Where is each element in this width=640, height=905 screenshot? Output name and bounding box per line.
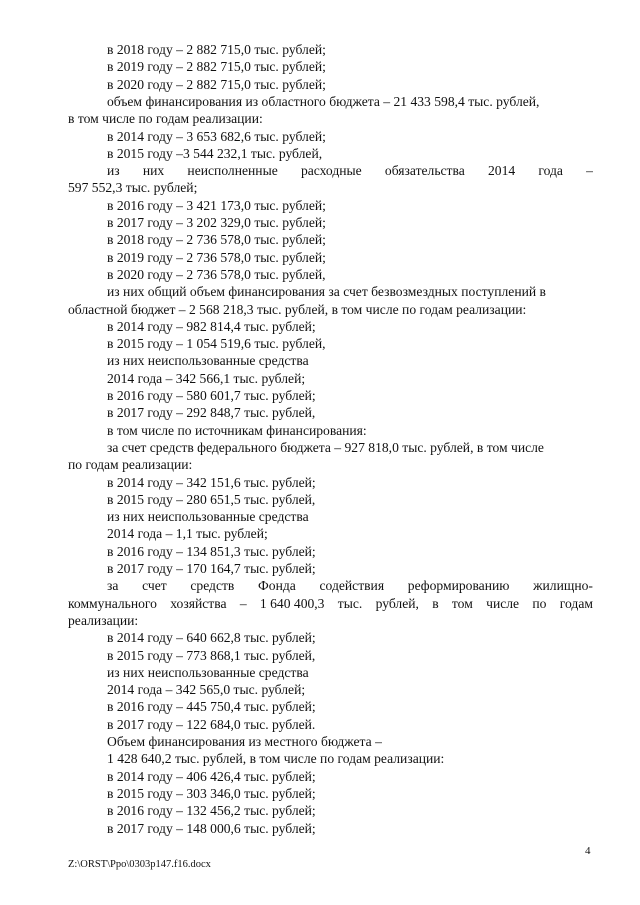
- text-word: по: [532, 595, 547, 611]
- text-word: в: [432, 595, 439, 611]
- text-word: тыс.: [337, 595, 363, 611]
- text-line: за счет средств федерального бюджета – 927 818,0 тыс. рублей, в том числе: [107, 439, 544, 455]
- text-line: из них неиспользованные средства: [107, 664, 309, 680]
- text-line: в 2015 году –3 544 232,1 тыс. рублей,: [107, 145, 323, 161]
- text-line: 597 552,3 тыс. рублей;: [68, 180, 198, 196]
- text-word: неисполненные: [187, 163, 278, 179]
- text-word: обязательства: [384, 163, 465, 179]
- text-word: жилищно-: [533, 578, 593, 594]
- text-word: рублей,: [375, 595, 419, 611]
- text-line: в 2014 году – 640 662,8 тыс. рублей;: [107, 630, 316, 646]
- text-word: них: [142, 163, 165, 179]
- text-line: в 2015 году – 773 868,1 тыс. рублей,: [107, 647, 316, 663]
- text-line: в 2014 году – 406 426,4 тыс. рублей;: [107, 768, 316, 784]
- text-line: областной бюджет – 2 568 218,3 тыс. рублей, в том числе по годам реализации:: [68, 301, 527, 317]
- text-line: в 2016 году – 445 750,4 тыс. рублей;: [107, 699, 316, 715]
- text-line: 2014 года – 342 566,1 тыс. рублей;: [107, 370, 306, 386]
- text-line: Объем финансирования из местного бюджета –: [107, 734, 382, 749]
- text-line: в 2016 году – 580 601,7 тыс. рублей;: [107, 388, 316, 403]
- text-line: из них неиспользованные средства: [107, 509, 309, 525]
- text-line: в 2017 году – 148 000,6 тыс. рублей;: [107, 820, 316, 836]
- text-line: [107, 163, 593, 179]
- text-line: в 2015 году – 1 054 519,6 тыс. рублей,: [107, 336, 326, 352]
- text-line: в 2014 году – 342 151,6 тыс. рублей;: [107, 474, 316, 490]
- page-number: 4: [585, 845, 591, 857]
- text-line: в 2018 году – 2 736 578,0 тыс. рублей;: [107, 232, 326, 248]
- text-line: в 2018 году – 2 882 715,0 тыс. рублей;: [107, 42, 326, 57]
- text-word: Фонда: [258, 578, 296, 594]
- text-word: –: [239, 595, 247, 611]
- text-line: 2014 года – 1,1 тыс. рублей;: [107, 526, 268, 542]
- text-line: в 2017 году – 170 164,7 тыс. рублей;: [107, 561, 316, 576]
- text-line: в том числе по источникам финансирования:: [107, 422, 367, 438]
- text-word: хозяйства: [170, 595, 227, 611]
- text-line: в том числе по годам реализации:: [68, 111, 263, 127]
- text-line: в 2017 году – 3 202 329,0 тыс. рублей;: [107, 215, 326, 230]
- text-line: в 2016 году – 132 456,2 тыс. рублей;: [107, 803, 316, 819]
- text-word: счет: [142, 578, 167, 594]
- text-line: в 2017 году – 292 848,7 тыс. рублей,: [107, 405, 316, 421]
- text-word: расходные: [300, 163, 362, 179]
- text-line: в 2017 году – 122 684,0 тыс. рублей.: [107, 716, 316, 732]
- text-line: объем финансирования из областного бюджета – 21 433 598,4 тыс. рублей,: [107, 93, 540, 109]
- text-line: [107, 578, 593, 594]
- text-word: из: [107, 163, 120, 179]
- text-word: коммунального: [68, 595, 157, 611]
- text-line: из них неиспользованные средства: [107, 353, 309, 369]
- text-line: в 2015 году – 303 346,0 тыс. рублей;: [107, 785, 316, 801]
- text-word: за: [107, 578, 119, 594]
- footer-file-path: Z:\ORST\Ppo\0303p147.f16.docx: [68, 859, 211, 870]
- text-line: 1 428 640,2 тыс. рублей, в том числе по годам реализации:: [107, 751, 445, 767]
- text-line: реализации:: [68, 612, 139, 628]
- text-line: в 2014 году – 3 653 682,6 тыс. рублей;: [107, 128, 326, 144]
- text-word: содействия: [319, 578, 385, 594]
- text-line: в 2015 году – 280 651,5 тыс. рублей,: [107, 491, 316, 507]
- text-word: средств: [190, 578, 235, 594]
- text-line: [68, 596, 593, 612]
- text-word: том: [451, 595, 473, 611]
- text-word: года: [538, 163, 563, 179]
- text-line: в 2019 году – 2 736 578,0 тыс. рублей;: [107, 249, 326, 265]
- text-word: годам: [559, 595, 593, 611]
- text-word: –: [586, 163, 593, 179]
- text-line: в 2014 году – 982 814,4 тыс. рублей;: [107, 318, 316, 334]
- text-line: из них общий объем финансирования за счет безвозмездных поступлений в: [107, 284, 546, 300]
- text-line: в 2016 году – 134 851,3 тыс. рублей;: [107, 543, 316, 559]
- text-line: в 2016 году – 3 421 173,0 тыс. рублей;: [107, 197, 326, 213]
- text-line: в 2019 году – 2 882 715,0 тыс. рублей;: [107, 59, 326, 75]
- text-word: реформированию: [407, 578, 510, 594]
- text-line: в 2020 году – 2 882 715,0 тыс. рублей;: [107, 76, 326, 92]
- text-word: числе: [486, 595, 520, 611]
- text-word: 1 640 400,3: [259, 595, 325, 611]
- text-word: 2014: [487, 163, 516, 179]
- text-line: в 2020 году – 2 736 578,0 тыс. рублей,: [107, 266, 326, 282]
- text-line: по годам реализации:: [68, 457, 193, 473]
- text-line: 2014 года – 342 565,0 тыс. рублей;: [107, 682, 306, 698]
